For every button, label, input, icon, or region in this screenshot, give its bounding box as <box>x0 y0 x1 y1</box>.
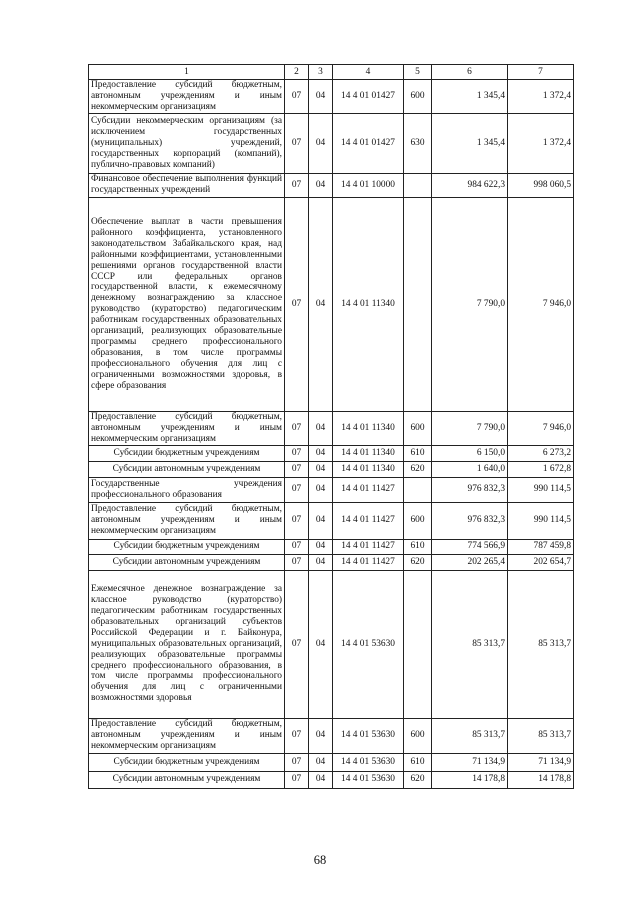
row-amount-col7: 1 372,4 <box>508 80 574 114</box>
row-target-article: 14 4 01 11340 <box>333 461 404 477</box>
table-row <box>89 113 574 173</box>
row-name: Субсидии автономным учреждениям <box>89 461 285 477</box>
row-section: 07 <box>285 173 309 197</box>
row-name: Субсидии бюджетным учреждениям <box>89 539 285 554</box>
row-expense-type: 600 <box>404 411 432 445</box>
row-expense-type: 600 <box>404 502 432 539</box>
table-row <box>89 554 574 570</box>
row-subsection: 04 <box>309 461 333 477</box>
row-amount-col7: 1 672,8 <box>508 461 574 477</box>
row-amount-col6: 774 566,9 <box>432 539 508 554</box>
header-col-6: 6 <box>432 65 508 80</box>
row-expense-type <box>404 570 432 718</box>
row-expense-type: 620 <box>404 461 432 477</box>
row-subsection: 04 <box>309 80 333 114</box>
row-amount-col6: 6 150,0 <box>432 445 508 461</box>
row-target-article: 14 4 01 53630 <box>333 771 404 788</box>
row-name: Предоставление субсидий бюджетным, автономным учреждениям и иным некоммерческим организациям <box>89 411 285 445</box>
row-section: 07 <box>285 461 309 477</box>
row-target-article: 14 4 01 01427 <box>333 113 404 173</box>
row-amount-col6: 7 790,0 <box>432 411 508 445</box>
row-section: 07 <box>285 113 309 173</box>
row-amount-col7: 998 060,5 <box>508 173 574 197</box>
table-row <box>89 502 574 539</box>
row-subsection: 04 <box>309 113 333 173</box>
table-header <box>89 65 574 80</box>
table-row <box>89 173 574 197</box>
row-name: Субсидии бюджетным учреждениям <box>89 445 285 461</box>
table-row <box>89 461 574 477</box>
row-name: Предоставление субсидий бюджетным, автономным учреждениям и иным некоммерческим организациям <box>89 502 285 539</box>
table-row <box>89 411 574 445</box>
table-row <box>89 445 574 461</box>
table-row <box>89 570 574 718</box>
row-amount-col7: 990 114,5 <box>508 502 574 539</box>
row-target-article: 14 4 01 53630 <box>333 570 404 718</box>
row-name: Субсидии автономным учреждениям <box>89 771 285 788</box>
header-col-2: 2 <box>285 65 309 80</box>
row-target-article: 14 4 01 53630 <box>333 718 404 753</box>
table-row <box>89 753 574 771</box>
row-amount-col7: 1 372,4 <box>508 113 574 173</box>
row-amount-col7: 7 946,0 <box>508 411 574 445</box>
row-name: Государственные учреждения профессионального образования <box>89 477 285 502</box>
row-section: 07 <box>285 554 309 570</box>
row-amount-col6: 14 178,8 <box>432 771 508 788</box>
row-expense-type: 620 <box>404 554 432 570</box>
row-expense-type: 600 <box>404 718 432 753</box>
row-section: 07 <box>285 197 309 411</box>
row-amount-col7: 7 946,0 <box>508 197 574 411</box>
row-subsection: 04 <box>309 771 333 788</box>
row-section: 07 <box>285 539 309 554</box>
row-subsection: 04 <box>309 753 333 771</box>
row-subsection: 04 <box>309 539 333 554</box>
row-expense-type <box>404 197 432 411</box>
row-target-article: 14 4 01 11340 <box>333 445 404 461</box>
row-expense-type: 610 <box>404 753 432 771</box>
row-amount-col6: 1 640,0 <box>432 461 508 477</box>
row-amount-col7: 202 654,7 <box>508 554 574 570</box>
row-amount-col7: 14 178,8 <box>508 771 574 788</box>
row-subsection: 04 <box>309 445 333 461</box>
budget-table <box>88 64 574 789</box>
row-target-article: 14 4 01 11427 <box>333 539 404 554</box>
row-name: Ежемесячное денежное вознаграждение за классное руководство (кураторство) педагогическим работникам государственных образовательных организаций субъектов Российской Федерации и г. Байконура, муниципальных образовательных организаций, реализующих образовательные программы среднего профессионального образования, в том числе программы профессионального обучения для лиц с ограниченными возможностями здоровья <box>89 570 285 718</box>
row-amount-col7: 990 114,5 <box>508 477 574 502</box>
row-expense-type: 600 <box>404 80 432 114</box>
row-name: Субсидии некоммерческим организациям (за исключением государственных (муниципальных) учреждений, государственных корпораций (компаний), публично-правовых компаний) <box>89 113 285 173</box>
row-name: Предоставление субсидий бюджетным, автономным учреждениям и иным некоммерческим организациям <box>89 80 285 114</box>
row-expense-type: 610 <box>404 539 432 554</box>
table-row <box>89 718 574 753</box>
row-amount-col6: 85 313,7 <box>432 718 508 753</box>
row-target-article: 14 4 01 10000 <box>333 173 404 197</box>
row-amount-col6: 984 622,3 <box>432 173 508 197</box>
row-name: Обеспечение выплат в части превышения районного коэффициента, установленного законодательством Забайкальского края, над районными коэффициентами, установленными решениями органов государственной власти СССР или федеральных органов государственной власти, к ежемесячному денежному вознаграждению за классное руководство (кураторство) педагогическим работникам государственных образовательных организаций, реализующих образовательные программы среднего профессионального образования, в том числе программы профессионального обучения для лиц с ограниченными возможностями здоровья, в сфере образования <box>89 197 285 411</box>
header-col-5: 5 <box>404 65 432 80</box>
row-amount-col7: 71 134,9 <box>508 753 574 771</box>
row-section: 07 <box>285 411 309 445</box>
row-target-article: 14 4 01 11340 <box>333 197 404 411</box>
row-subsection: 04 <box>309 411 333 445</box>
table-row <box>89 197 574 411</box>
row-name: Финансовое обеспечение выполнения функций государственных учреждений <box>89 173 285 197</box>
header-col-4: 4 <box>333 65 404 80</box>
row-target-article: 14 4 01 11427 <box>333 502 404 539</box>
row-amount-col6: 1 345,4 <box>432 80 508 114</box>
row-amount-col6: 71 134,9 <box>432 753 508 771</box>
page-number: 68 <box>313 853 327 867</box>
row-expense-type: 610 <box>404 445 432 461</box>
row-amount-col6: 202 265,4 <box>432 554 508 570</box>
row-name: Субсидии автономным учреждениям <box>89 554 285 570</box>
row-section: 07 <box>285 502 309 539</box>
row-amount-col6: 85 313,7 <box>432 570 508 718</box>
row-amount-col6: 976 832,3 <box>432 477 508 502</box>
row-amount-col7: 6 273,2 <box>508 445 574 461</box>
row-section: 07 <box>285 718 309 753</box>
row-amount-col6: 1 345,4 <box>432 113 508 173</box>
row-amount-col6: 976 832,3 <box>432 502 508 539</box>
row-section: 07 <box>285 80 309 114</box>
row-amount-col6: 7 790,0 <box>432 197 508 411</box>
row-section: 07 <box>285 445 309 461</box>
row-subsection: 04 <box>309 554 333 570</box>
row-target-article: 14 4 01 01427 <box>333 80 404 114</box>
row-amount-col7: 85 313,7 <box>508 718 574 753</box>
row-amount-col7: 85 313,7 <box>508 570 574 718</box>
row-subsection: 04 <box>309 477 333 502</box>
table-row <box>89 771 574 788</box>
row-amount-col7: 787 459,8 <box>508 539 574 554</box>
row-target-article: 14 4 01 53630 <box>333 753 404 771</box>
row-target-article: 14 4 01 11427 <box>333 554 404 570</box>
row-subsection: 04 <box>309 173 333 197</box>
header-row <box>89 65 574 80</box>
row-subsection: 04 <box>309 570 333 718</box>
row-target-article: 14 4 01 11427 <box>333 477 404 502</box>
header-col-1: 1 <box>89 65 285 80</box>
table-row <box>89 477 574 502</box>
row-target-article: 14 4 01 11340 <box>333 411 404 445</box>
row-name: Предоставление субсидий бюджетным, автономным учреждениям и иным некоммерческим организациям <box>89 718 285 753</box>
row-expense-type: 620 <box>404 771 432 788</box>
row-expense-type <box>404 173 432 197</box>
row-section: 07 <box>285 570 309 718</box>
table-row <box>89 80 574 114</box>
row-subsection: 04 <box>309 718 333 753</box>
row-section: 07 <box>285 753 309 771</box>
table-row <box>89 539 574 554</box>
row-expense-type <box>404 477 432 502</box>
row-expense-type: 630 <box>404 113 432 173</box>
row-name: Субсидии бюджетным учреждениям <box>89 753 285 771</box>
row-section: 07 <box>285 771 309 788</box>
row-section: 07 <box>285 477 309 502</box>
header-col-3: 3 <box>309 65 333 80</box>
row-subsection: 04 <box>309 197 333 411</box>
row-subsection: 04 <box>309 502 333 539</box>
header-col-7: 7 <box>508 65 574 80</box>
